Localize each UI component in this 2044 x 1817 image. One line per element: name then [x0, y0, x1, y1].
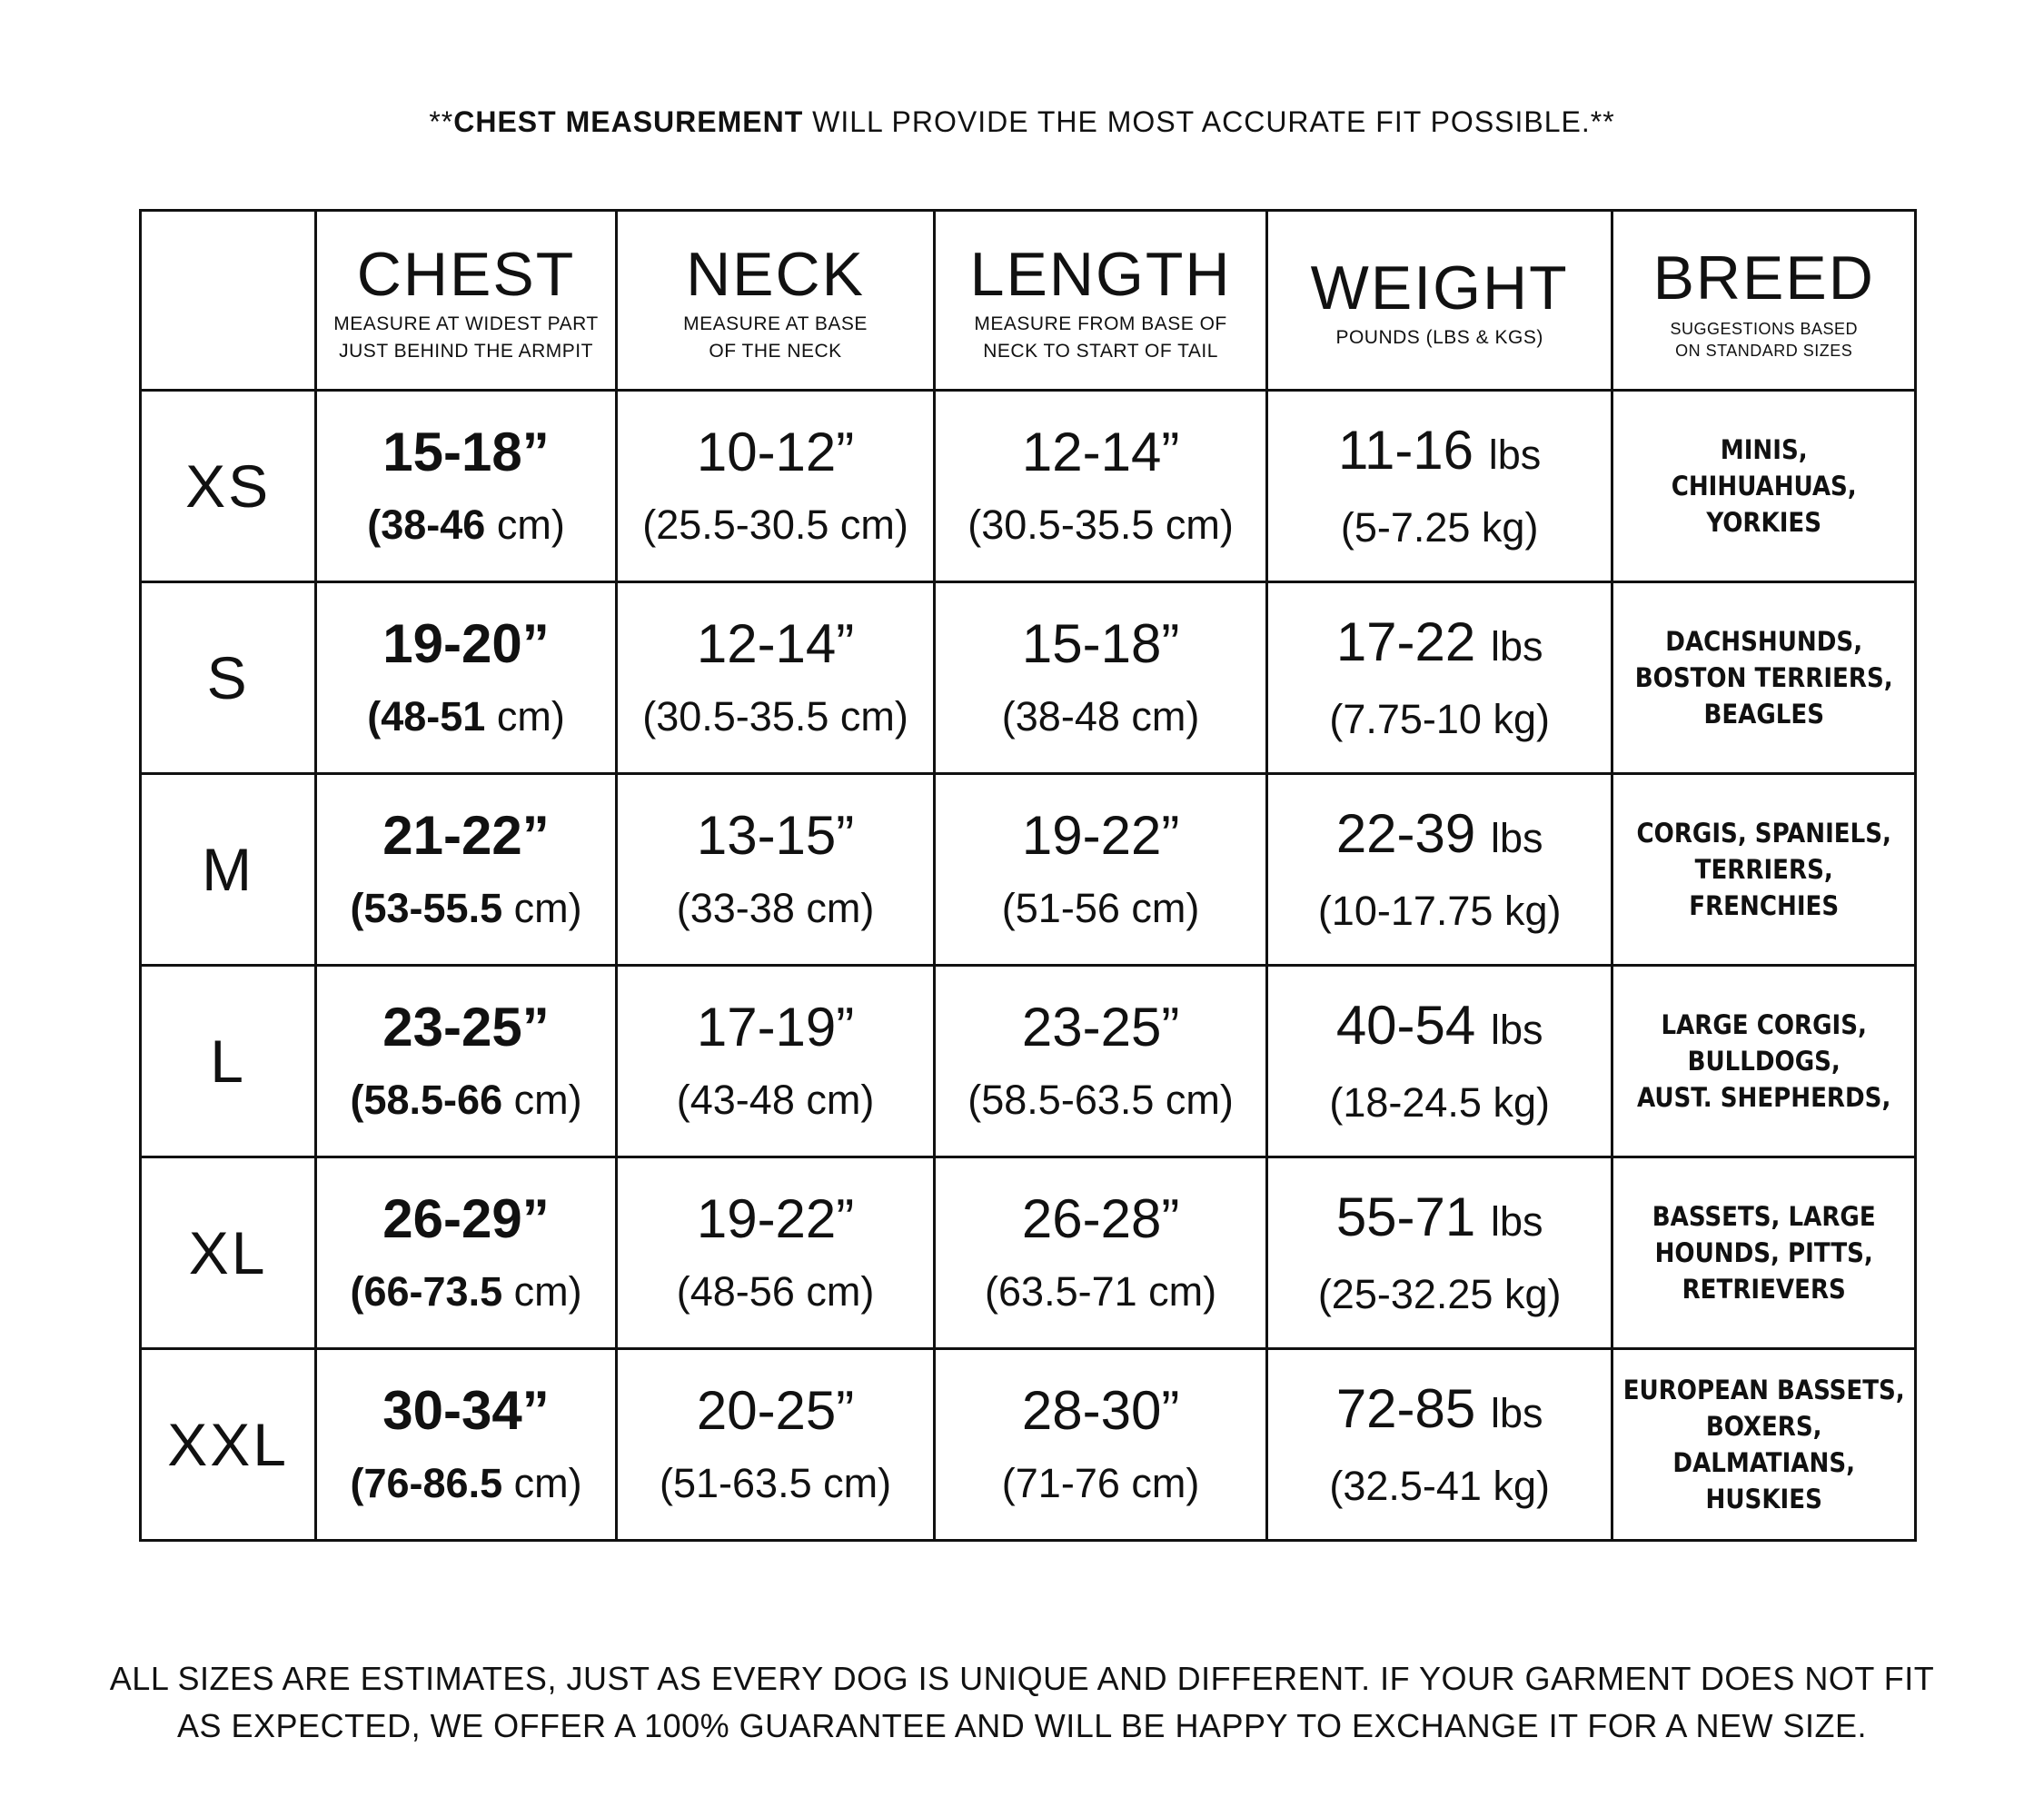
weight-kg: (18-24.5 kg): [1329, 1078, 1550, 1126]
neck-cell: [616, 1349, 935, 1541]
chest-cm-unit: cm): [502, 1268, 582, 1315]
weight-lbs-value: 40-54: [1335, 994, 1476, 1056]
chest-cm: [317, 498, 615, 552]
chest-inches: 26-29”: [382, 1188, 550, 1249]
weight-cell: [1266, 391, 1612, 582]
guarantee-note: [0, 1655, 2044, 1750]
size-label: XL: [188, 1219, 268, 1286]
breed-line: LARGE CORGIS,: [1661, 1009, 1867, 1040]
length-inches: 28-30”: [1021, 1380, 1180, 1441]
header-length-title: LENGTH: [969, 239, 1232, 309]
chest-cm: [317, 1265, 615, 1319]
neck-cell: [616, 966, 935, 1157]
breed-cell: [1612, 1349, 1916, 1541]
length-cell: [935, 391, 1267, 582]
neck-cm: (30.5-35.5 cm): [642, 693, 908, 740]
neck-inches: 17-19”: [696, 997, 855, 1057]
size-label: M: [202, 836, 255, 903]
table-row: [141, 391, 1916, 582]
chest-cell: [316, 1349, 617, 1541]
chest-cm-value: (53-55.5: [350, 885, 503, 931]
neck-cell: [616, 391, 935, 582]
length-inches: 12-14”: [1021, 422, 1180, 482]
weight-cell: [1266, 1157, 1612, 1349]
length-cell: [935, 774, 1267, 966]
top-note: [0, 105, 2044, 139]
header-corner-cell: [141, 211, 316, 391]
header-length: [935, 211, 1267, 391]
length-inches: 19-22”: [1021, 805, 1180, 866]
chest-cm-value: (76-86.5: [350, 1460, 503, 1506]
chest-cm-unit: cm): [502, 885, 582, 931]
length-cm: (63.5-71 cm): [985, 1268, 1217, 1315]
chest-inches: 15-18”: [382, 422, 550, 482]
chest-inches: 30-34”: [382, 1380, 550, 1441]
chest-cm-value: (58.5-66: [350, 1077, 503, 1123]
length-cell: [935, 1157, 1267, 1349]
breed-line: HUSKIES: [1705, 1484, 1822, 1514]
guarantee-note-line2: AS EXPECTED, WE OFFER A 100% GUARANTEE AND WILL BE HAPPY TO EXCHANGE IT FOR A NEW SIZE.: [177, 1707, 1867, 1744]
length-inches: 26-28”: [1021, 1188, 1180, 1249]
weight-kg: (10-17.75 kg): [1317, 887, 1562, 934]
header-neck-sub1: MEASURE AT BASE: [683, 313, 868, 334]
neck-cm: (33-38 cm): [676, 885, 875, 931]
header-row: [141, 211, 1916, 391]
breed-line: YORKIES: [1706, 507, 1822, 538]
neck-cell: [616, 1157, 935, 1349]
weight-lbs-value: 17-22: [1335, 611, 1476, 672]
neck-cell: [616, 582, 935, 774]
size-cell: [141, 1157, 316, 1349]
weight-lbs-unit: lbs: [1490, 1389, 1543, 1436]
breed-cell: [1612, 582, 1916, 774]
breed-cell: [1612, 1157, 1916, 1349]
size-cell: [141, 966, 316, 1157]
chest-cm: [317, 690, 615, 744]
header-length-sub1: MEASURE FROM BASE OF: [974, 313, 1227, 334]
header-chest-sub1: MEASURE AT WIDEST PART: [333, 313, 599, 334]
weight-lbs-unit: lbs: [1490, 1006, 1543, 1053]
chest-inches: 21-22”: [382, 805, 550, 866]
chest-cm-value: (48-51: [367, 693, 486, 740]
header-weight-sub1: POUNDS (LBS & KGS): [1335, 326, 1543, 348]
header-chest: [316, 211, 617, 391]
length-cm: (38-48 cm): [1001, 693, 1200, 740]
length-inches: 15-18”: [1021, 613, 1180, 674]
breed-line: HOUNDS, PITTS,: [1654, 1237, 1873, 1268]
header-neck: [616, 211, 935, 391]
table-row: [141, 1349, 1916, 1541]
weight-lbs: [1268, 610, 1612, 680]
header-neck-sub2: OF THE NECK: [709, 340, 842, 362]
header-weight: [1266, 211, 1612, 391]
breed-cell: [1612, 774, 1916, 966]
table-row: [141, 966, 1916, 1157]
breed-line: DACHSHUNDS,: [1665, 626, 1863, 657]
neck-inches: 12-14”: [696, 613, 855, 674]
neck-cell: [616, 774, 935, 966]
table-row: [141, 582, 1916, 774]
header-chest-sub2: JUST BEHIND THE ARMPIT: [339, 340, 593, 362]
size-cell: [141, 1349, 316, 1541]
top-note-bold: CHEST MEASUREMENT: [453, 105, 804, 138]
length-cm: (71-76 cm): [1001, 1460, 1200, 1506]
header-breed-sub2: ON STANDARD SIZES: [1675, 341, 1853, 360]
breed-line: BOSTON TERRIERS,: [1634, 662, 1893, 693]
table-row: [141, 1157, 1916, 1349]
weight-kg: (7.75-10 kg): [1329, 695, 1550, 742]
breed-cell: [1612, 391, 1916, 582]
weight-lbs: [1268, 1185, 1612, 1255]
weight-lbs-value: 55-71: [1335, 1186, 1476, 1247]
breed-line: TERRIERS, FRENCHIES: [1689, 854, 1840, 921]
neck-cm: (25.5-30.5 cm): [642, 501, 908, 548]
weight-lbs: [1268, 801, 1612, 871]
breed-line: BOXERS,: [1705, 1411, 1822, 1442]
size-cell: [141, 391, 316, 582]
neck-inches: 20-25”: [696, 1380, 855, 1441]
neck-cm: (51-63.5 cm): [660, 1460, 892, 1506]
chest-cm-unit: cm): [485, 693, 565, 740]
chest-cm: [317, 881, 615, 936]
size-label: S: [206, 644, 250, 711]
breed-line: RETRIEVERS: [1682, 1274, 1846, 1305]
weight-lbs-unit: lbs: [1490, 622, 1543, 670]
length-cm: (51-56 cm): [1001, 885, 1200, 931]
chest-cm-unit: cm): [502, 1077, 582, 1123]
chest-cm: [317, 1456, 615, 1511]
breed-line: AUST. SHEPHERDS,: [1637, 1082, 1891, 1113]
top-note-prefix: **: [429, 105, 454, 138]
table-row: [141, 774, 1916, 966]
breed-line: BASSETS, LARGE: [1652, 1201, 1876, 1232]
header-breed-sub1: SUGGESTIONS BASED: [1670, 319, 1858, 338]
length-cm: (58.5-63.5 cm): [967, 1077, 1234, 1123]
weight-lbs: [1268, 993, 1612, 1063]
chest-cm-value: (66-73.5: [350, 1268, 503, 1315]
weight-kg: (32.5-41 kg): [1329, 1462, 1550, 1509]
length-inches: 23-25”: [1021, 997, 1180, 1057]
weight-lbs-value: 22-39: [1335, 802, 1476, 864]
breed-line: CHIHUAHUAS,: [1671, 471, 1857, 501]
breed-line: BULLDOGS,: [1687, 1046, 1841, 1077]
breed-line: DALMATIANS,: [1672, 1447, 1856, 1478]
size-chart-table: [139, 209, 1917, 1542]
breed-line: EUROPEAN BASSETS,: [1622, 1375, 1905, 1405]
chest-cell: [316, 966, 617, 1157]
size-label: XXL: [167, 1411, 290, 1478]
weight-kg: (5-7.25 kg): [1340, 503, 1539, 551]
size-cell: [141, 774, 316, 966]
breed-line: MINIS,: [1720, 434, 1808, 465]
size-cell: [141, 582, 316, 774]
top-note-rest: WILL PROVIDE THE MOST ACCURATE FIT POSSIBLE.**: [803, 105, 1615, 138]
size-label: L: [210, 1028, 246, 1095]
breed-cell: [1612, 966, 1916, 1157]
weight-cell: [1266, 1349, 1612, 1541]
header-breed: [1612, 211, 1916, 391]
chest-cm-unit: cm): [502, 1460, 582, 1506]
neck-inches: 13-15”: [696, 805, 855, 866]
weight-lbs-unit: lbs: [1488, 431, 1542, 478]
weight-kg: (25-32.25 kg): [1317, 1270, 1562, 1317]
length-cell: [935, 1349, 1267, 1541]
header-weight-title: WEIGHT: [1310, 253, 1569, 323]
neck-cm: (43-48 cm): [676, 1077, 875, 1123]
chest-cm-value: (38-46: [367, 501, 486, 548]
breed-line: BEAGLES: [1703, 699, 1824, 730]
chest-cell: [316, 774, 617, 966]
weight-lbs-value: 11-16: [1338, 419, 1474, 481]
length-cell: [935, 582, 1267, 774]
chest-cell: [316, 391, 617, 582]
header-length-sub2: NECK TO START OF TAIL: [983, 340, 1218, 362]
neck-inches: 19-22”: [696, 1188, 855, 1249]
length-cell: [935, 966, 1267, 1157]
header-neck-title: NECK: [686, 239, 866, 309]
weight-lbs: [1268, 418, 1612, 488]
weight-lbs-unit: lbs: [1490, 1197, 1543, 1245]
breed-line: CORGIS, SPANIELS,: [1636, 818, 1891, 849]
chest-inches: 19-20”: [382, 613, 550, 674]
guarantee-note-line1: ALL SIZES ARE ESTIMATES, JUST AS EVERY DOG IS UNIQUE AND DIFFERENT. IF YOUR GARMENT DOES NOT FIT: [109, 1660, 1935, 1697]
chest-inches: 23-25”: [382, 997, 550, 1057]
header-breed-title: BREED: [1652, 243, 1875, 313]
chest-cm-unit: cm): [485, 501, 565, 548]
weight-cell: [1266, 582, 1612, 774]
chest-cell: [316, 1157, 617, 1349]
weight-lbs: [1268, 1376, 1612, 1446]
chest-cm: [317, 1073, 615, 1127]
weight-lbs-unit: lbs: [1490, 814, 1543, 861]
neck-cm: (48-56 cm): [676, 1268, 875, 1315]
length-cm: (30.5-35.5 cm): [967, 501, 1234, 548]
weight-cell: [1266, 774, 1612, 966]
header-chest-title: CHEST: [356, 239, 576, 309]
chest-cell: [316, 582, 617, 774]
weight-cell: [1266, 966, 1612, 1157]
size-label: XS: [185, 452, 272, 520]
neck-inches: 10-12”: [696, 422, 855, 482]
weight-lbs-value: 72-85: [1335, 1377, 1476, 1439]
